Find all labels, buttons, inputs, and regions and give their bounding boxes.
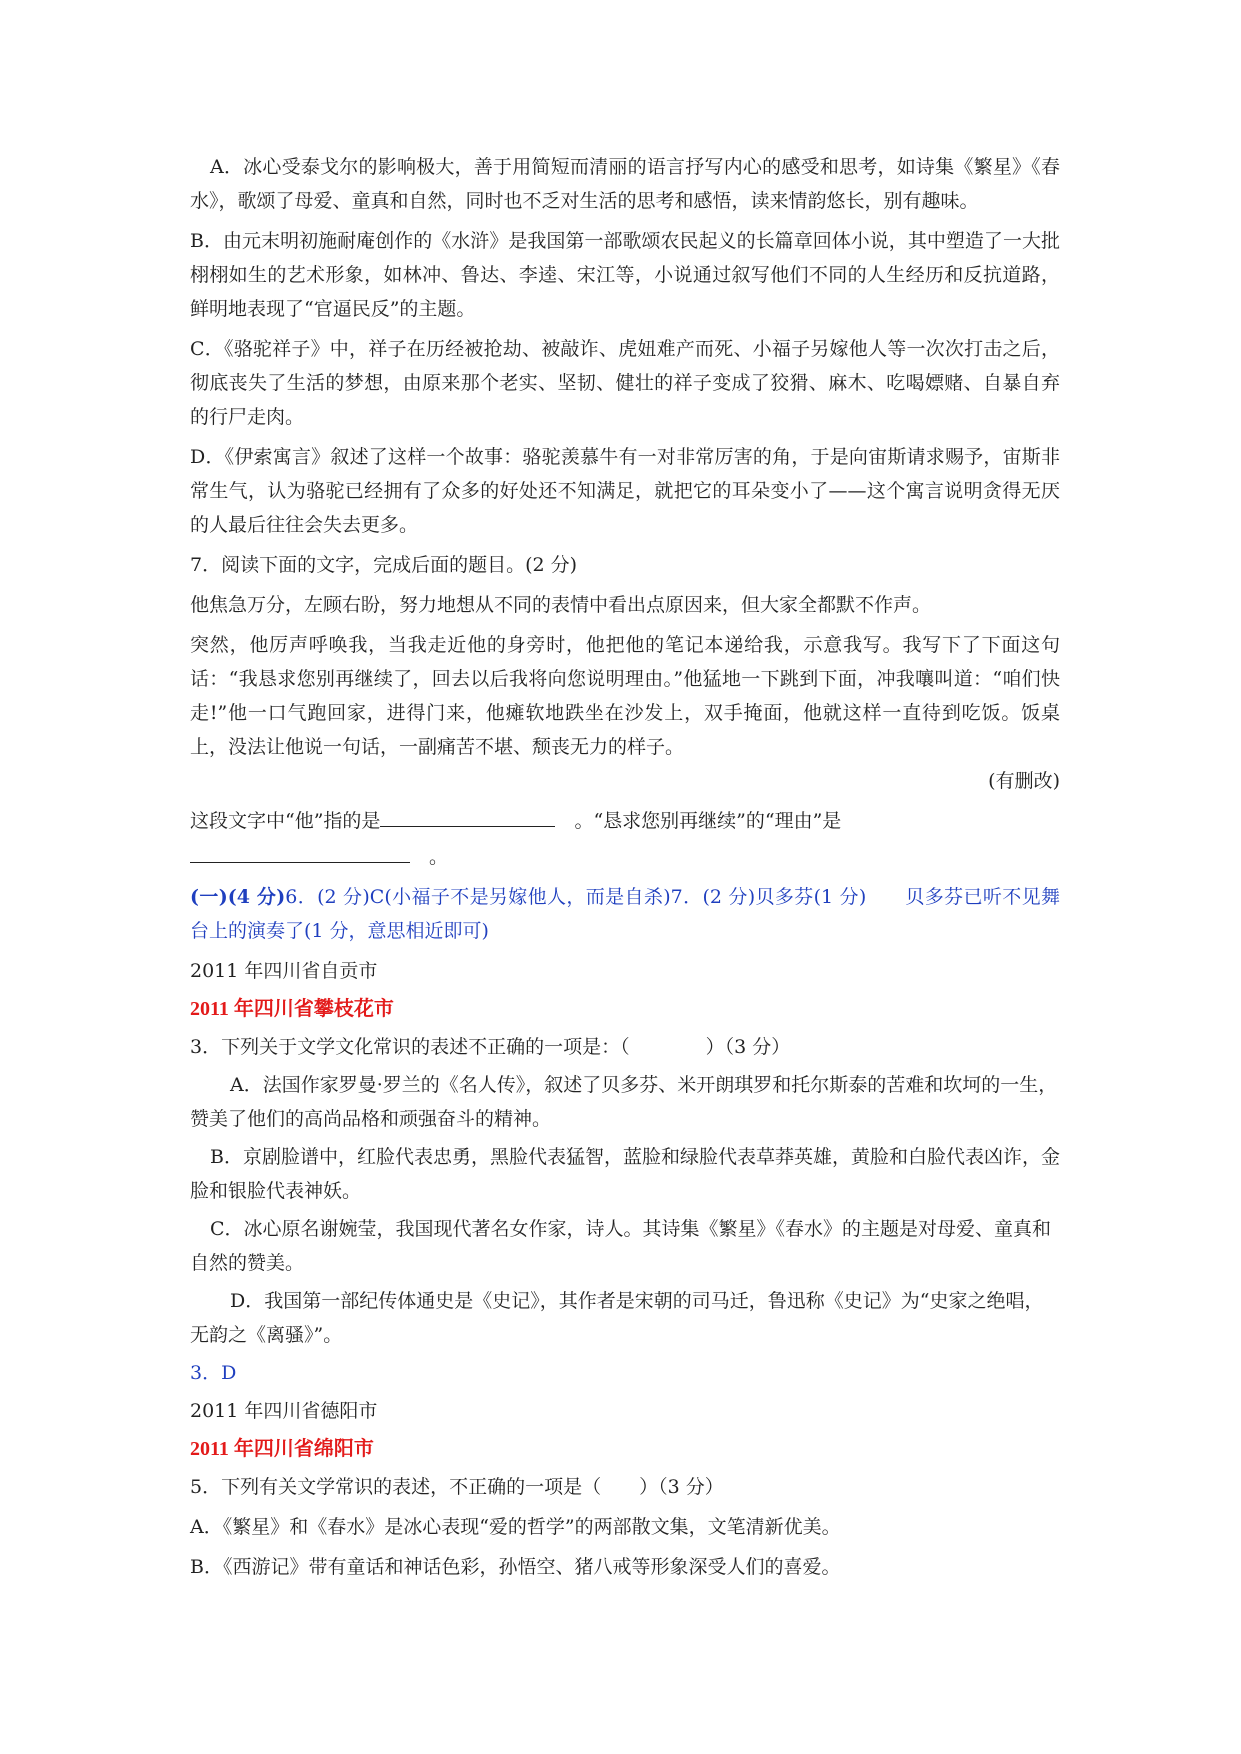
region-mianyang-title: 2011 年四川省绵阳市 [190, 1438, 374, 1460]
panzhihua-option-d: D．我国第一部纪传体通史是《史记》，其作者是宋朝的司马迁，鲁迅称《史记》为“史家之绝唱，无韵之《离骚》”。 [190, 1290, 1044, 1346]
answer-key-block [190, 880, 1060, 948]
answer-blank-2[interactable] [190, 838, 410, 863]
reading-text-2: 突然，他厉声呼唤我，当我走近他的身旁时，他把他的笔记本递给我，示意我写。我写下了下面这句话：“我恳求您别再继续了，回去以后我将向您说明理由。”他猛地一下跳到下面，冲我嚷叫道：“咱们快走!”他一口气跑回家，进得门来，他瘫软地跌坐在沙发上，双手掩面，他就这样一直待到吃饭。饭桌上，没法让他说一句话，一副痛苦不堪、颓丧无力的样子。 [190, 634, 1060, 758]
panzhihua-question-3: 3．下列关于文学文化常识的表述不正确的一项是：（ ）（3 分） [190, 1036, 791, 1058]
question-7-part-b: 。“恳求您别再继续”的“理由”是 [574, 810, 842, 832]
panzhihua-answer: 3．D [190, 1362, 237, 1384]
mianyang-option-b: B．《西游记》带有童话和神话色彩，孙悟空、猪八戒等形象深受人们的喜爱。 [190, 1556, 841, 1578]
mianyang-question-5: 5．下列有关文学常识的表述，不正确的一项是（ ）（3 分） [190, 1476, 724, 1498]
option-6b: B．由元末明初施耐庵创作的《水浒》是我国第一部歌颂农民起义的长篇章回体小说，其中塑造了一大批栩栩如生的艺术形象，如林冲、鲁达、李逵、宋江等，小说通过叙写他们不同的人生经历和反抗道路，鲜明地表现了“官逼民反”的主题。 [190, 230, 1060, 320]
reading-text-1: 他焦急万分，左顾右盼，努力地想从不同的表情中看出点原因来，但大家全都默不作声。 [190, 594, 932, 616]
option-6a: A．冰心受泰戈尔的影响极大，善于用简短而清丽的语言抒写内心的感受和思考，如诗集《繁星》《春水》，歌颂了母爱、童真和自然，同时也不乏对生活的思考和感悟，读来情韵悠长，别有趣味。 [190, 156, 1060, 212]
question-7-end: 。 [429, 846, 449, 868]
source-note: (有删改) [988, 770, 1060, 792]
region-zigong: 2011 年四川省自贡市 [190, 960, 378, 982]
mianyang-option-a: A．《繁星》和《春水》是冰心表现“爱的哲学”的两部散文集，文笔清新优美。 [190, 1516, 841, 1538]
answer-key-text: 6．(2 分)C(小福子不是另嫁他人，而是自杀)7．(2 分)贝多芬(1 分) 贝多芬已听不见舞台上的演奏了(1 分，意思相近即可) [190, 886, 1060, 942]
question-7-blanks [190, 802, 1060, 874]
answer-key-section: (一)(4 分) [190, 886, 286, 908]
panzhihua-option-a: A．法国作家罗曼·罗兰的《名人传》，叙述了贝多芬、米开朗琪罗和托尔斯泰的苦难和坎坷的一生，赞美了他们的高尚品格和顽强奋斗的精神。 [190, 1074, 1058, 1130]
region-panzhihua-title: 2011 年四川省攀枝花市 [190, 998, 394, 1020]
option-6c: C．《骆驼祥子》中，祥子在历经被抢劫、被敲诈、虎妞难产而死、小福子另嫁他人等一次次打击之后，彻底丧失了生活的梦想，由原来那个老实、坚韧、健壮的祥子变成了狡猾、麻木、吃喝嫖赌、自暴自弃的行尸走肉。 [190, 338, 1060, 428]
region-deyang: 2011 年四川省德阳市 [190, 1400, 378, 1422]
answer-blank-1[interactable] [380, 802, 555, 827]
option-6d: D．《伊索寓言》叙述了这样一个故事：骆驼羡慕牛有一对非常厉害的角，于是向宙斯请求赐予，宙斯非常生气，认为骆驼已经拥有了众多的好处还不知满足，就把它的耳朵变小了——这个寓言说明贪得无厌的人最后往往会失去更多。 [190, 446, 1060, 536]
panzhihua-option-b: B．京剧脸谱中，红脸代表忠勇，黑脸代表猛智，蓝脸和绿脸代表草莽英雄，黄脸和白脸代表凶诈，金脸和银脸代表神妖。 [190, 1146, 1060, 1202]
panzhihua-option-c: C．冰心原名谢婉莹，我国现代著名女作家，诗人。其诗集《繁星》《春水》的主题是对母爱、童真和自然的赞美。 [190, 1218, 1052, 1274]
document-page [190, 150, 1060, 1590]
question-7-part-a: 这段文字中“他”指的是 [190, 810, 381, 832]
question-7-stem: 7．阅读下面的文字，完成后面的题目。(2 分) [190, 554, 578, 576]
